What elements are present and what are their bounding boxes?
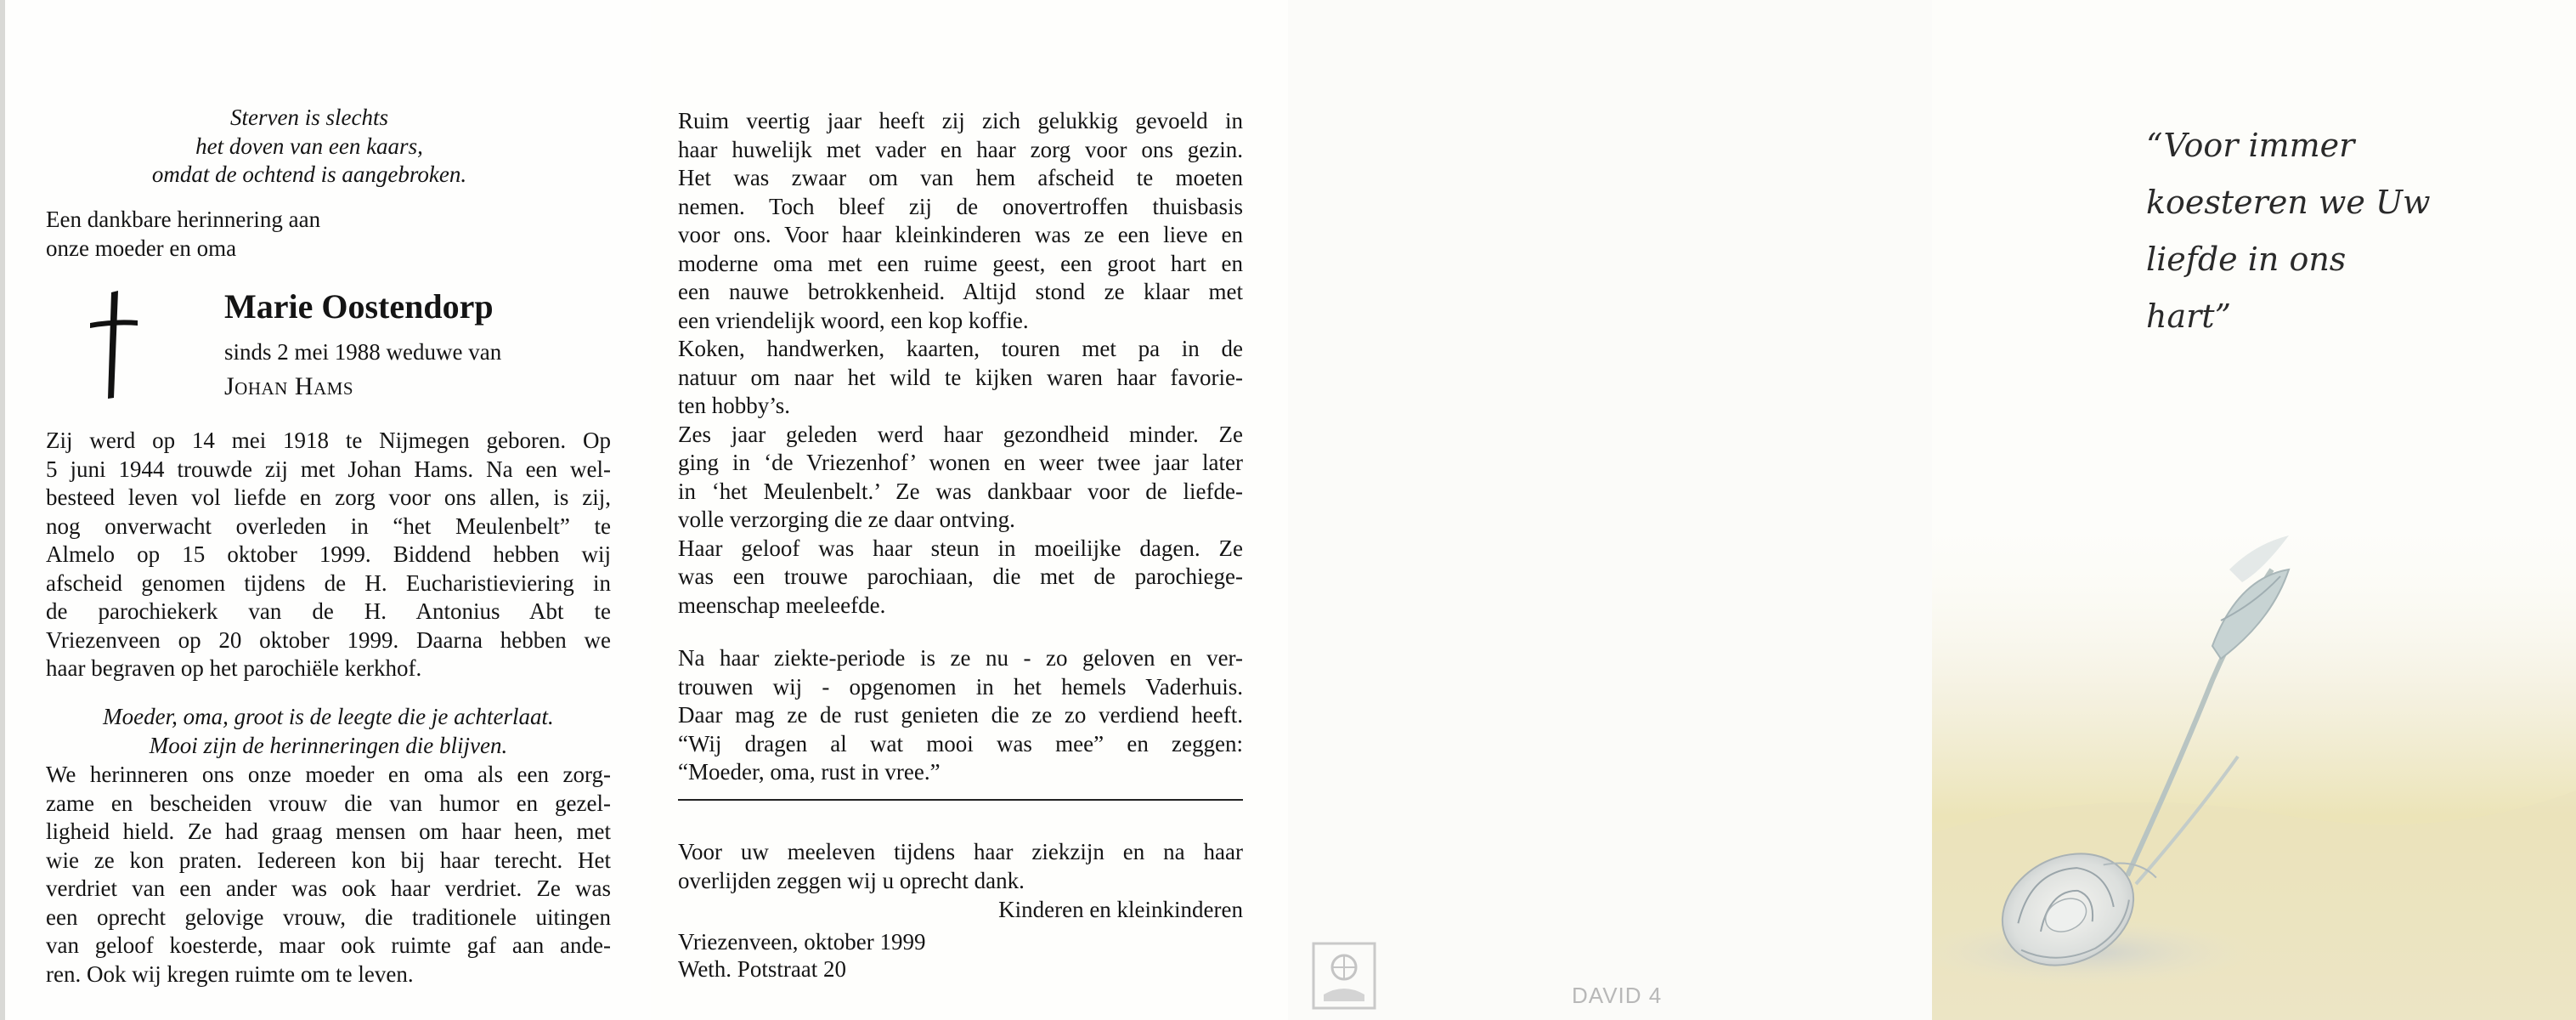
para-line: in ‘het Meulenbelt.’ Ze was dankbaar voor de liefde- (678, 478, 1243, 504)
para-line: nemen. Toch bleef zij de onovertroffen thuisbasis (678, 193, 1243, 219)
bio-line: afscheid genomen tijdens de H. Eucharistieviering in (46, 570, 611, 596)
para-line: Zes jaar geleden werd haar gezondheid minder. Ze (678, 421, 1243, 447)
divider-line (678, 799, 1243, 801)
bio-line: Vriezenveen op 20 oktober 1999. Daarna hebben we (46, 626, 611, 653)
para-line: een nauwe betrokkenheid. Altijd stond ze klaar met (678, 279, 1243, 304)
memory-line: verdriet van een ander was ook haar verdriet. Ze was (46, 876, 611, 901)
poem-line: het doven van een kaars, (195, 133, 423, 159)
para-line: “Wij dragen al wat mooi was mee” en zeggen: (678, 730, 1243, 756)
dedication (46, 206, 471, 263)
widow-line: sinds 2 mei 1988 weduwe van (224, 339, 502, 365)
bio-line: haar begraven op het parochiële kerkhof. (46, 655, 422, 681)
signoff: Kinderen en kleinkinderen (998, 897, 1243, 922)
card-front-panel (1932, 0, 2576, 1020)
verse-line: “Voor immer (2146, 127, 2355, 164)
para-line: Het was zwaar om van hem afscheid te moeten (678, 165, 1243, 190)
memory-line: van geloof koesterde, maar ook ruimte gaf aan ande- (46, 932, 611, 958)
para-line: Haar geloof was haar steun in moeilijke dagen. Ze (678, 535, 1243, 561)
print-code: DAVID 4 (1572, 983, 1663, 1008)
para-line: Koken, handwerken, kaarten, touren met pa in de (678, 336, 1243, 361)
para-line: ging in ‘de Vriezenhof’ wonen en weer twee jaar later (678, 450, 1243, 475)
bio-line: nog onverwacht overleden in “het Meulenbelt” te (46, 513, 611, 539)
para-line: “Moeder, oma, rust in vree.” (678, 759, 941, 785)
card-left-panel (0, 0, 651, 1020)
biography (46, 427, 611, 683)
para-line: volle verzorging die ze daar ontving. (678, 507, 1015, 532)
dedication-line: onze moeder en oma (46, 235, 237, 261)
memory-line: wie ze kon praten. Iedereen kon bij haar terecht. Het (46, 847, 611, 873)
rose-illustration-icon (1932, 510, 2576, 1020)
cross-icon (88, 289, 139, 400)
memory-paragraph (46, 761, 611, 989)
bio-line: besteed leven vol liefde en zorg voor ons allen, is zij, (46, 484, 611, 510)
faith-paragraph (678, 644, 1243, 787)
para-line: moderne oma met een ruime geest, een groot hart en (678, 250, 1243, 276)
bio-line: Almelo op 15 oktober 1999. Biddend hebben wij (46, 541, 611, 567)
thanks-note (678, 838, 1243, 895)
para-line: meenschap meeleefde. (678, 592, 886, 618)
bio-line: 5 juni 1944 trouwde zij met Johan Hams. Na een wel- (46, 456, 611, 482)
para-line: ten hobby’s. (678, 393, 790, 418)
card-middle-panel (651, 0, 1288, 1020)
memory-line: ligheid hield. Ze had graag mensen om haar heen, met (46, 819, 611, 844)
para-line: trouwen wij - opgenomen in het hemels Vaderhuis. (678, 673, 1243, 700)
card-back-panel (1288, 0, 1932, 1020)
para-line: Na haar ziekte-periode is ze nu - zo geloven en ver- (678, 645, 1243, 671)
verse-line: hart” (2146, 298, 2231, 335)
deceased-name: Marie Oostendorp (224, 287, 494, 326)
thanks-line: overlijden zeggen wij u oprecht dank. (678, 867, 1025, 893)
verse-line: koesteren we Uw (2146, 184, 2431, 221)
memorial-quote (46, 703, 611, 760)
memory-line: ren. Ook wij kregen ruimte om te leven. (46, 960, 414, 987)
memory-line: zame en bescheiden vrouw die van humor en gezel- (46, 790, 611, 816)
address: Weth. Potstraat 20 (678, 956, 847, 982)
para-line: haar huwelijk met vader en haar zorg voor ons gezin. (678, 136, 1243, 162)
memory-line: We herinneren ons onze moeder en oma als een zorg- (46, 762, 611, 787)
husband-name: Johan Hams (224, 372, 354, 400)
poem-line: omdat de ochtend is aangebroken. (151, 162, 467, 187)
front-verse (2146, 117, 2503, 345)
thanks-line: Voor uw meeleven tijdens haar ziekzijn en na haar (678, 839, 1243, 864)
life-paragraph (678, 107, 1243, 620)
printer-logo-icon (1312, 942, 1376, 1010)
memory-line: een oprecht gelovige vrouw, die traditionele uitingen (46, 904, 611, 930)
para-line: een vriendelijk woord, een kop koffie. (678, 307, 1029, 333)
bio-line: de parochiekerk van de H. Antonius Abt te (46, 598, 611, 624)
poem-line: Sterven is slechts (230, 105, 388, 130)
quote-line: Moeder, oma, groot is de leegte die je achterlaat. (103, 704, 554, 729)
verse-line: liefde in ons (2146, 241, 2347, 278)
bio-line: Zij werd op 14 mei 1918 te Nijmegen geboren. Op (46, 428, 611, 453)
para-line: was een trouwe parochiaan, die met de parochiege- (678, 564, 1243, 589)
opening-poem (46, 104, 573, 190)
place-date: Vriezenveen, oktober 1999 (678, 929, 926, 955)
quote-line: Mooi zijn de herinneringen die blijven. (149, 732, 508, 758)
dedication-line: Een dankbare herinnering aan (46, 207, 321, 232)
para-line: Ruim veertig jaar heeft zij zich gelukkig gevoeld in (678, 108, 1243, 133)
para-line: voor ons. Voor haar kleinkinderen was ze een lieve en (678, 222, 1243, 247)
para-line: Daar mag ze de rust genieten die ze zo verdiend heeft. (678, 702, 1243, 728)
para-line: natuur om naar het wild te kijken waren haar favorie- (678, 364, 1243, 390)
